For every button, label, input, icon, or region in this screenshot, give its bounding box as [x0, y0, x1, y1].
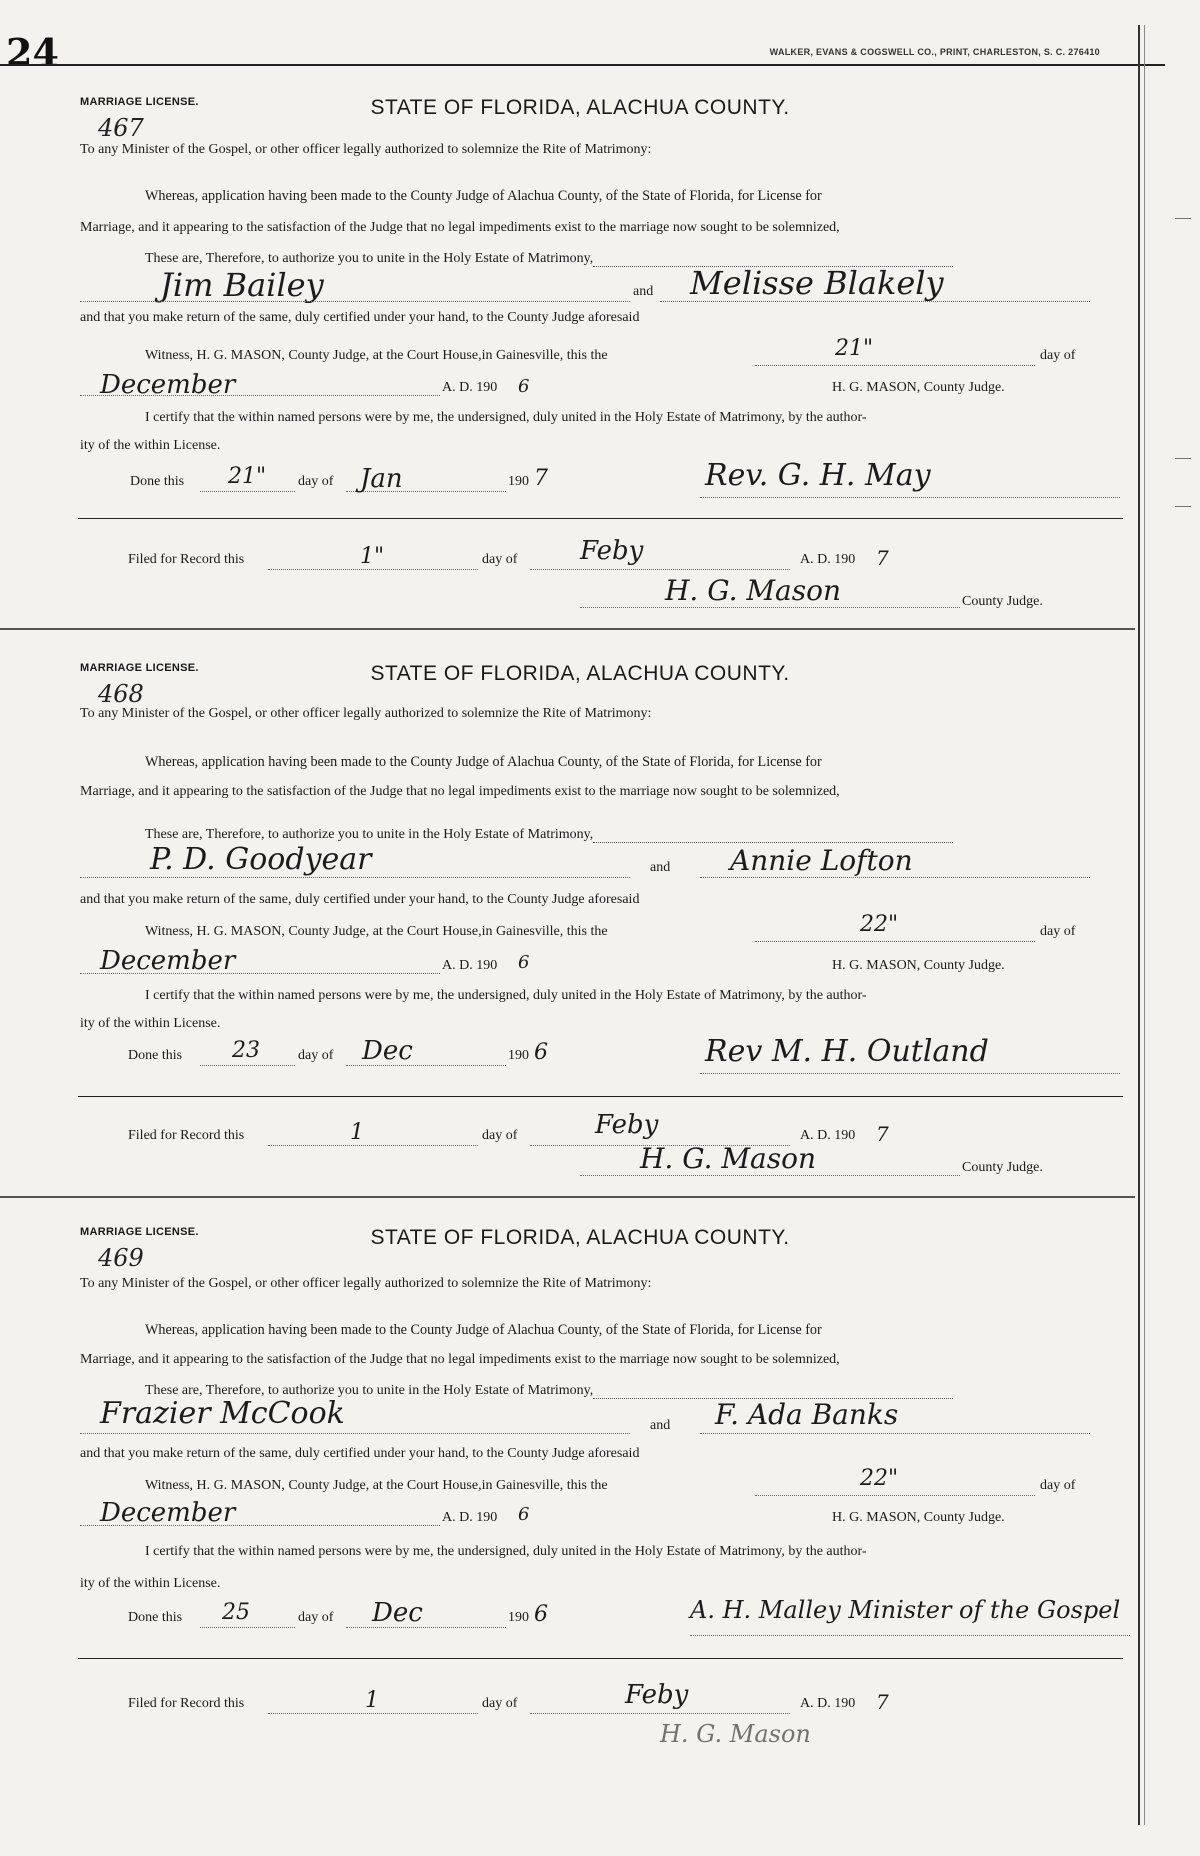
- ad-label: A. D. 190: [442, 958, 498, 973]
- filed-day: 1: [365, 1688, 379, 1713]
- marriage-line: Marriage, and it appearing to the satisfaction of the Judge that no legal impediments exist to the marriage now sought to be solemnized,: [80, 784, 840, 799]
- witness-day-line: [755, 364, 1035, 366]
- witness-month-line: [80, 1524, 440, 1526]
- and-label: and: [633, 284, 654, 299]
- witness-day: 22": [860, 1466, 899, 1491]
- groom-line: [80, 1432, 630, 1434]
- state-heading: STATE OF FLORIDA, ALACHUA COUNTY.: [370, 662, 790, 685]
- license-label: MARRIAGE LICENSE.: [80, 96, 199, 108]
- address-line: To any Minister of the Gospel, or other officer legally authorized to solemnize the Rite of Matrimony:: [80, 706, 652, 721]
- bride-name: Melisse Blakely: [690, 264, 944, 302]
- filed-year: 7: [876, 546, 889, 570]
- officiant-line: [700, 1072, 1120, 1074]
- done-day-of-label: day of: [298, 1610, 334, 1625]
- these-line: [145, 824, 953, 843]
- filed-by-line: [580, 606, 960, 608]
- whereas-line: Whereas, application having been made to the County Judge of Alachua County, of the State of Florida, for License for: [145, 1322, 822, 1338]
- filed-month: Feby: [625, 1680, 689, 1710]
- day-of-label: day of: [1040, 924, 1076, 939]
- day-of-label: day of: [1040, 348, 1076, 363]
- done-day-of-label: day of: [298, 474, 334, 489]
- officiant-signature: A. H. Malley Minister of the Gospel: [690, 1596, 1121, 1624]
- county-judge-label: County Judge.: [962, 594, 1043, 609]
- done-month: Dec: [372, 1598, 423, 1628]
- filed-label: Filed for Record this: [128, 1128, 245, 1143]
- witness-line: Witness, H. G. MASON, County Judge, at the Court House,in Gainesville, this the: [145, 348, 608, 363]
- filed-by-signature: H. G. Mason: [640, 1142, 817, 1175]
- whereas-line: Whereas, application having been made to the County Judge of Alachua County, of the State of Florida, for License for: [145, 188, 822, 204]
- certify-line: I certify that the within named persons were by me, the undersigned, duly united in the Holy Estate of Matrimony, by the author-: [145, 410, 867, 425]
- license-number: 469: [98, 1244, 144, 1272]
- done-month: Dec: [362, 1036, 413, 1066]
- certify-line: I certify that the within named persons were by me, the undersigned, duly united in the Holy Estate of Matrimony, by the author-: [145, 988, 867, 1003]
- groom-line: [80, 876, 630, 878]
- county-judge-label: County Judge.: [962, 1160, 1043, 1175]
- witness-month: December: [100, 1498, 236, 1528]
- address-line: To any Minister of the Gospel, or other officer legally authorized to solemnize the Rite of Matrimony:: [80, 142, 652, 157]
- state-heading: STATE OF FLORIDA, ALACHUA COUNTY.: [370, 1226, 790, 1249]
- done-day-line: [200, 1064, 295, 1066]
- bride-name: F. Ada Banks: [715, 1398, 899, 1431]
- right-margin-rule: [1138, 25, 1140, 1825]
- done-label: Done this: [128, 1610, 183, 1625]
- witness-line: Witness, H. G. MASON, County Judge, at the Court House,in Gainesville, this the: [145, 1478, 608, 1493]
- judge-signature-label: H. G. MASON, County Judge.: [832, 958, 1005, 973]
- judge-signature-label: H. G. MASON, County Judge.: [832, 1510, 1005, 1525]
- filed-day: 1: [350, 1120, 364, 1145]
- witness-month: December: [100, 946, 236, 976]
- filed-day-of-label: day of: [482, 1128, 518, 1143]
- filed-label: Filed for Record this: [128, 1696, 245, 1711]
- filed-day-of-label: day of: [482, 552, 518, 567]
- filed-month-line: [530, 568, 790, 570]
- whereas-line: Whereas, application having been made to the County Judge of Alachua County, of the State of Florida, for License for: [145, 754, 822, 770]
- margin-tick: [1175, 458, 1191, 459]
- done-year: 6: [534, 1602, 548, 1627]
- filed-by-line: [580, 1174, 960, 1176]
- day-of-label: day of: [1040, 1478, 1076, 1493]
- filed-month-line: [530, 1712, 790, 1714]
- bride-name: Annie Lofton: [730, 844, 913, 877]
- certify-line-2: ity of the within License.: [80, 1016, 221, 1031]
- done-year-prefix: 190: [508, 1048, 529, 1063]
- filed-day: 1": [360, 544, 385, 569]
- witness-year: 6: [518, 1504, 530, 1525]
- witness-year: 6: [518, 952, 530, 973]
- done-year: 7: [534, 466, 548, 491]
- filed-year: 7: [876, 1122, 889, 1146]
- done-day: 21": [228, 464, 267, 489]
- state-heading: STATE OF FLORIDA, ALACHUA COUNTY.: [370, 96, 790, 119]
- marriage-line: Marriage, and it appearing to the satisfaction of the Judge that no legal impediments exist to the marriage now sought to be solemnized,: [80, 220, 840, 235]
- witness-month-line: [80, 972, 440, 974]
- filed-ad-label: A. D. 190: [800, 1128, 856, 1143]
- done-year-prefix: 190: [508, 474, 529, 489]
- margin-tick: [1175, 506, 1191, 507]
- witness-month: December: [100, 370, 236, 400]
- filed-month: Feby: [595, 1110, 659, 1140]
- top-rule: [0, 64, 1165, 66]
- certify-line-2: ity of the within License.: [80, 438, 221, 453]
- license-separator: [0, 1196, 1135, 1198]
- return-line: and that you make return of the same, duly certified under your hand, to the County Judge aforesaid: [80, 310, 640, 325]
- witness-day: 21": [835, 336, 874, 361]
- bride-line: [660, 300, 1090, 302]
- license-label: MARRIAGE LICENSE.: [80, 1226, 199, 1238]
- filed-year: 7: [876, 1690, 889, 1714]
- printer-imprint: WALKER, EVANS & COGSWELL CO., PRINT, CHARLESTON, S. C. 276410: [769, 47, 1100, 57]
- bride-line: [700, 876, 1090, 878]
- filed-day-line: [268, 1144, 478, 1146]
- done-day-line: [200, 490, 295, 492]
- certify-line-2: ity of the within License.: [80, 1576, 221, 1591]
- witness-month-line: [80, 394, 440, 396]
- block-rule: [78, 1096, 1123, 1097]
- done-year-prefix: 190: [508, 1610, 529, 1625]
- right-margin-rule-inner: [1144, 25, 1145, 1825]
- groom-name: Frazier McCook: [100, 1396, 345, 1431]
- groom-line: [80, 300, 630, 302]
- bride-line: [700, 1432, 1090, 1434]
- filed-by-signature: H. G. Mason: [660, 1720, 811, 1748]
- done-month: Jan: [360, 464, 403, 494]
- witness-day: 22": [860, 912, 899, 937]
- block-rule: [78, 1658, 1123, 1659]
- these-text: These are, Therefore, to authorize you to unite in the Holy Estate of Matrimony,: [145, 251, 594, 266]
- margin-tick: [1175, 218, 1191, 219]
- marriage-line: Marriage, and it appearing to the satisfaction of the Judge that no legal impediments exist to the marriage now sought to be solemnized,: [80, 1352, 840, 1367]
- return-line: and that you make return of the same, duly certified under your hand, to the County Judge aforesaid: [80, 1446, 640, 1461]
- block-rule: [78, 518, 1123, 519]
- license-number: 467: [98, 114, 144, 142]
- filed-day-of-label: day of: [482, 1696, 518, 1711]
- done-label: Done this: [128, 1048, 183, 1063]
- and-label: and: [650, 860, 671, 875]
- officiant-signature: Rev M. H. Outland: [705, 1034, 989, 1069]
- license-number: 468: [98, 680, 144, 708]
- filed-label: Filed for Record this: [128, 552, 245, 567]
- groom-name: P. D. Goodyear: [150, 842, 372, 877]
- filed-month: Feby: [580, 536, 644, 566]
- officiant-signature: Rev. G. H. May: [705, 458, 931, 493]
- witness-year: 6: [518, 376, 530, 397]
- license-label: MARRIAGE LICENSE.: [80, 662, 199, 674]
- groom-name: Jim Bailey: [160, 266, 324, 304]
- judge-signature-label: H. G. MASON, County Judge.: [832, 380, 1005, 395]
- witness-line: Witness, H. G. MASON, County Judge, at the Court House,in Gainesville, this the: [145, 924, 608, 939]
- done-year: 6: [534, 1040, 548, 1065]
- done-day: 23: [232, 1038, 260, 1063]
- license-separator: [0, 628, 1135, 630]
- done-month-line: [346, 1626, 506, 1628]
- witness-day-line: [755, 940, 1035, 942]
- officiant-line: [700, 496, 1120, 498]
- address-line: To any Minister of the Gospel, or other officer legally authorized to solemnize the Rite of Matrimony:: [80, 1276, 652, 1291]
- page-number: 24: [6, 30, 59, 75]
- witness-day-line: [755, 1494, 1035, 1496]
- done-day-of-label: day of: [298, 1048, 334, 1063]
- these-text: These are, Therefore, to authorize you to unite in the Holy Estate of Matrimony,: [145, 1383, 594, 1398]
- ad-label: A. D. 190: [442, 1510, 498, 1525]
- filed-ad-label: A. D. 190: [800, 552, 856, 567]
- done-day-line: [200, 1626, 295, 1628]
- done-day: 25: [222, 1600, 250, 1625]
- filed-ad-label: A. D. 190: [800, 1696, 856, 1711]
- ad-label: A. D. 190: [442, 380, 498, 395]
- these-text: These are, Therefore, to authorize you to unite in the Holy Estate of Matrimony,: [145, 827, 594, 842]
- done-label: Done this: [130, 474, 185, 489]
- officiant-line: [690, 1634, 1130, 1636]
- and-label: and: [650, 1418, 671, 1433]
- filed-by-signature: H. G. Mason: [665, 574, 842, 607]
- certify-line: I certify that the within named persons were by me, the undersigned, duly united in the Holy Estate of Matrimony, by the author-: [145, 1544, 867, 1559]
- return-line: and that you make return of the same, duly certified under your hand, to the County Judge aforesaid: [80, 892, 640, 907]
